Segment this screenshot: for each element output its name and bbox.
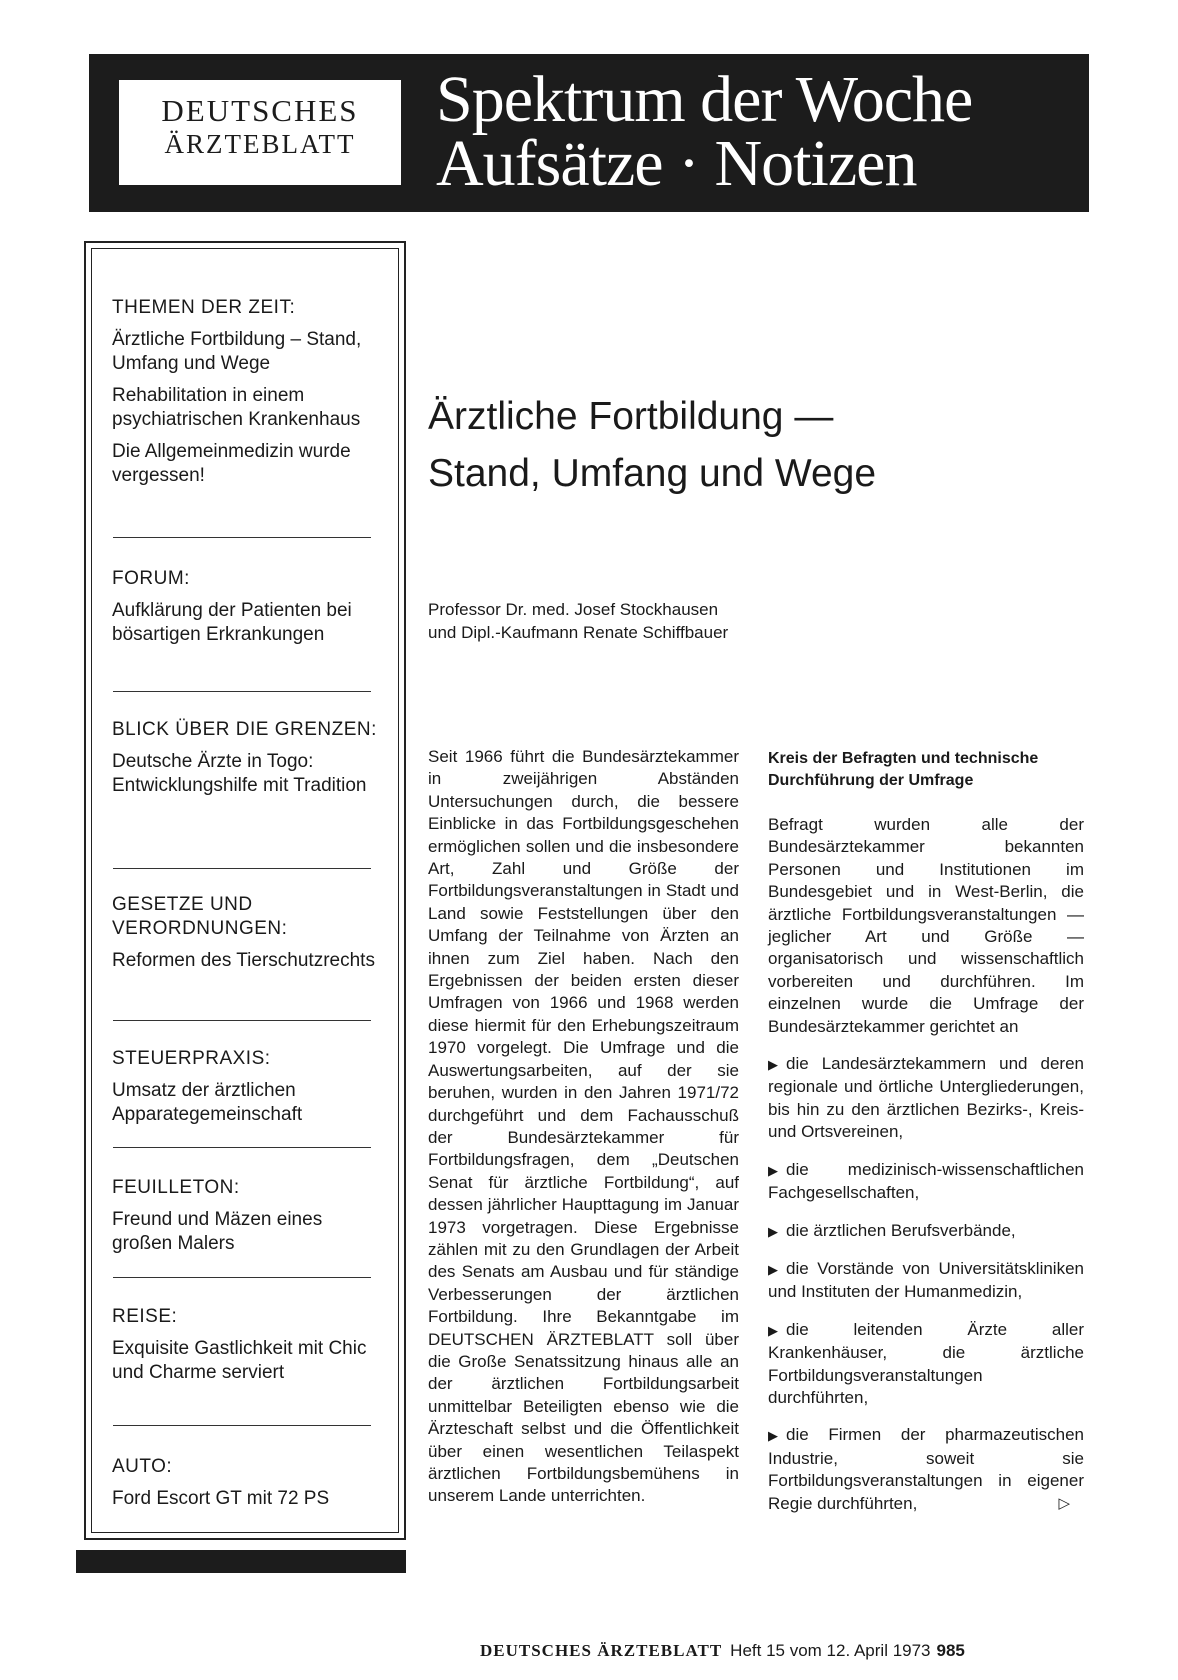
- list-item-text: die medizinisch-wissenschaftlichen Fachgesellschaften,: [768, 1159, 1084, 1203]
- sidebar-section-heading: FORUM:: [112, 568, 190, 589]
- list-item: [768, 1220, 1084, 1243]
- footer-magazine-name: DEUTSCHES ÄRZTEBLATT: [480, 1641, 723, 1660]
- triangle-bullet-icon: ▶: [768, 1223, 778, 1239]
- sidebar-item[interactable]: Freund und Mäzen eines großen Malers: [112, 1209, 323, 1254]
- triangle-bullet-icon: ▶: [768, 1162, 778, 1178]
- sidebar-item[interactable]: Reformen des Tierschutzrechts: [112, 950, 375, 971]
- sidebar-section: [112, 296, 382, 496]
- subsection-intro: Befragt wurden alle der Bundesärztekammer bekannten Personen und Institutionen im Bundesgebiet und in West-Berlin, die ärztliche Fortbildungsveranstaltungen — jeglicher Art und Größe — organisatorisch und wissenschaftlich vorbereiten und durchführen. Im einzelnen wurde die Umfrage der Bundesärztekammer gerichtet an: [768, 815, 1084, 1036]
- list-item: [768, 1424, 1084, 1515]
- sidebar-section: [112, 1455, 382, 1519]
- article-authors: [428, 598, 828, 644]
- list-item-text: die Firmen der pharmazeutischen Industrie, soweit sie Fortbildungsveranstaltungen in eigener Regie durchführten,: [768, 1425, 1084, 1513]
- sidebar-section: [112, 1305, 382, 1393]
- sidebar-section: [112, 718, 382, 806]
- triangle-bullet-icon: ▶: [768, 1322, 778, 1338]
- article-title-line-2: Stand, Umfang und Wege: [428, 452, 877, 495]
- sidebar-item[interactable]: Ford Escort GT mit 72 PS: [112, 1488, 330, 1509]
- sidebar-section: [112, 893, 382, 981]
- section-title-line-1: Spektrum der Woche: [436, 63, 973, 136]
- sidebar-divider: [113, 691, 371, 692]
- sidebar-section: [112, 1176, 382, 1264]
- page-number: 985: [936, 1641, 965, 1660]
- list-item: [768, 1053, 1084, 1144]
- sidebar-section: [112, 1047, 382, 1135]
- list-item: [768, 1159, 1084, 1205]
- logo-line-2: ÄRZTEBLATT: [164, 129, 356, 159]
- list-item-text: die leitenden Ärzte aller Krankenhäuser, die ärztliche Fortbildungsveranstaltungen durchführten,: [768, 1319, 1084, 1407]
- sidebar-item[interactable]: Deutsche Ärzte in Togo: Entwicklungshilfe mit Tradition: [112, 751, 367, 796]
- sidebar-item[interactable]: Rehabilitation in einem psychiatrischen Krankenhaus: [112, 385, 361, 430]
- sidebar-item[interactable]: Aufklärung der Patienten bei bösartigen Erkrankungen: [112, 600, 352, 645]
- sidebar-item[interactable]: Exquisite Gastlichkeit mit Chic und Charme serviert: [112, 1338, 367, 1383]
- sidebar-section: [112, 567, 382, 655]
- sidebar-section-heading: THEMEN DER ZEIT:: [112, 297, 296, 318]
- sidebar-item[interactable]: Umsatz der ärztlichen Apparategemeinschaft: [112, 1080, 303, 1125]
- page-footer: [480, 1641, 1090, 1661]
- footer-issue: Heft 15 vom 12. April 1973: [730, 1641, 931, 1660]
- list-item: [768, 1258, 1084, 1304]
- sidebar-item[interactable]: Die Allgemeinmedizin wurde vergessen!: [112, 441, 351, 486]
- sidebar-section-heading: REISE:: [112, 1306, 178, 1327]
- section-title: [436, 63, 973, 200]
- sidebar-divider: [113, 1425, 371, 1426]
- article-title: [428, 388, 988, 502]
- magazine-logo: [119, 80, 401, 185]
- list-item: [768, 1319, 1084, 1410]
- article-column-2: [768, 748, 1084, 1530]
- list-item-text: die ärztlichen Berufsverbände,: [786, 1220, 1016, 1240]
- sidebar-divider: [113, 1277, 371, 1278]
- list-item-text: die Landesärztekammern und deren regionale und örtliche Untergliederungen, bis hin zu den ärztlichen Bezirks-, Kreis- und Ortsvereinen,: [768, 1054, 1084, 1142]
- sidebar-section-heading: STEUERPRAXIS:: [112, 1048, 271, 1069]
- triangle-bullet-icon: ▶: [768, 1261, 778, 1277]
- sidebar-section-heading: AUTO:: [112, 1456, 173, 1477]
- sidebar-section-heading: FEUILLETON:: [112, 1177, 240, 1198]
- sidebar-section-heading: GESETZE UND VERORDNUNGEN:: [112, 894, 288, 939]
- triangle-bullet-icon: ▶: [768, 1057, 778, 1073]
- triangle-bullet-icon: ▶: [768, 1428, 778, 1444]
- author-line-2: und Dipl.-Kaufmann Renate Schiffbauer: [428, 623, 729, 642]
- logo-line-1: DEUTSCHES: [161, 93, 359, 128]
- sidebar-item[interactable]: Ärztliche Fortbildung – Stand, Umfang und Wege: [112, 329, 362, 374]
- article-title-line-1: Ärztliche Fortbildung —: [428, 395, 834, 438]
- sidebar-footer-bar: [76, 1550, 406, 1573]
- author-line-1: Professor Dr. med. Josef Stockhausen: [428, 600, 719, 619]
- list-item-text: die Vorstände von Universitätskliniken und Instituten der Humanmedizin,: [768, 1258, 1084, 1302]
- sidebar-divider: [113, 1020, 371, 1021]
- section-title-line-2: Aufsätze · Notizen: [436, 127, 917, 200]
- masthead: [89, 54, 1089, 212]
- triangle-right-outline-icon[interactable]: ▷: [1058, 1494, 1070, 1512]
- sidebar-section-heading: BLICK ÜBER DIE GRENZEN:: [112, 719, 377, 740]
- sidebar-divider: [113, 537, 371, 538]
- subsection-heading: Kreis der Befragten und technische Durchführung der Umfrage: [768, 750, 1039, 789]
- sidebar-divider: [113, 868, 371, 869]
- sidebar-divider: [113, 1147, 371, 1148]
- article-column-1: Seit 1966 führt die Bundesärztekammer in zweijährigen Abständen Untersuchungen durch, die bessere Einblicke in das Fortbildungsgeschehen ermöglichen sollen und die insbesondere Art, Zahl und Größe der Fortbildungsveranstaltungen in Stadt und Land sowie Feststellungen über den Umfang der Teilnahme von Ärzten an ihnen zum Ziel haben. Nach den Ergebnissen der beiden ersten dieser Umfragen von 1966 und 1968 werden diese hiermit für den Erhebungszeitraum 1970 vorgelegt. Die Umfrage und die Auswertungsarbeiten, auf der sie beruhen, wurden in den Jahren 1971/72 durchgeführt und dem Fachausschuß der Bundesärztekammer für Fortbildungsfragen, dem „Deutschen Senat für ärztliche Fortbildung“, auf dessen jährlicher Haupttagung im Januar 1973 vorgetragen. Diese Ergebnisse zählen mit zu den Grundlagen der Arbeit des Senats am Ausbau und für ständige Verbesserungen der ärztlichen Fortbildung. Ihre Bekanntgabe im DEUTSCHEN ÄRZTEBLATT soll über die Große Senatssitzung hinaus alle an der ärztlichen Fortbildungsarbeit unmittelbar Beteiligten ebenso wie die Ärzteschaft selbst und die Öffentlichkeit über einen wesentlichen Teilaspekt ärztlichen Fortbildungsbemühens in unserem Lande unterrichten.: [428, 747, 739, 1506]
